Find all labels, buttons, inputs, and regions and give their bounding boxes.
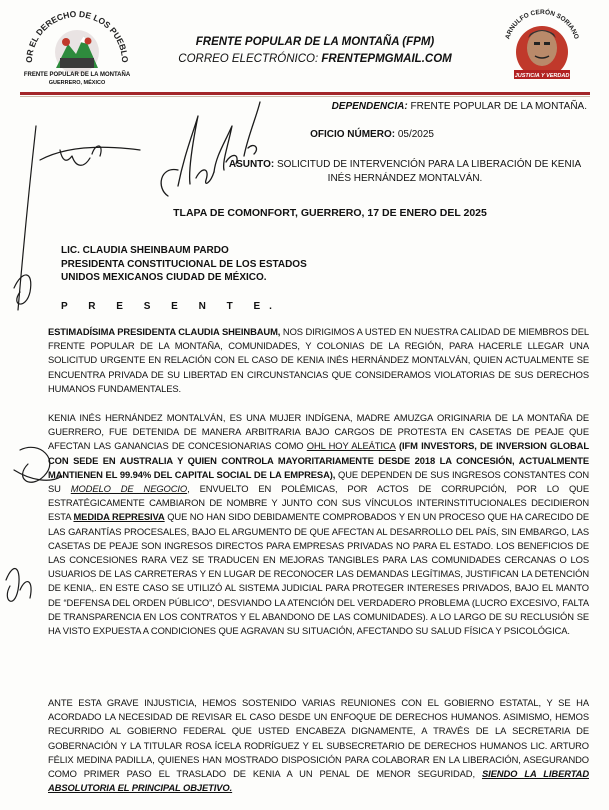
header-rule <box>20 92 590 95</box>
header-rule-thin <box>20 96 590 97</box>
dependencia-line <box>332 101 587 112</box>
addressee-block <box>61 244 361 285</box>
p2-text-a: KENIA INÉS HERNÁNDEZ MONTALVÁN, ES UNA MUJER INDÍGENA, MADRE AMUZGA ORIGINARIA DE LA MONTAÑA DE GUERRERO, FUE DETENIDA DE MANERA ARBITRARIA BAJO CARGOS DE PROTESTA EN CASETAS DE PEAJE QUE AFECTAN LAS GANANCIAS DE CONCESIONARIAS COMO <box>48 412 589 452</box>
asunto-value: SOLICITUD DE INTERVENCIÓN PARA LA LIBERACIÓN DE KENIA INÉS HERNÁNDEZ MONTALVÁN. <box>277 159 582 184</box>
p2-medida-represiva: MEDIDA REPRESIVA <box>73 511 165 523</box>
org-email <box>150 53 480 65</box>
p2-text-e: QUE NO HAN SIDO DEBIDAMENTE COMPROBADOS Y EN UN PROCESO QUE HA CARECIDO DE LAS GARANTÍAS PROCESALES, BAJO EL ARGUMENTO DE QUE AFECTAN AL DESARROLLO DEL PAÍS, SIN EMBARGO, LAS CASETAS DE PEAJE SON INGRESOS DIRECTOS PARA EMPRESAS PRIVADAS NO PARA EL ESTADO. LOS BENEFICIOS DE LAS CONCESIONES RARA VEZ SE TRADUCEN EN MEJORAS TANGIBLES PARA LAS COMUNIDADES CERCANAS O LOS USUARIOS DE LAS CARRETERAS Y EN LUGAR DE RECONOCER LAS DEMANDAS LEGÍTIMAS, JUSTIFICAN LA DETENCIÓN DE KENIA,. EN ESTE CASO SE UTILIZÓ AL SISTEMA JUDICIAL PARA PROTEGER INTERESES PRIVADOS, BAJO EL MANTO DE “DEFENSA DEL ORDEN PÚBLICO”, DESVIANDO LA ATENCIÓN DEL VERDADERO PROBLEMA (LUCRO EXCESIVO, FALTA DE TRANSPARENCIA EN LOS CONTRATOS Y EL ABANDONO DE LAS COMUNIDADES). A LO LARGO DE SU RECLUSIÓN SE HA VISTO EXPUESTA A CONDICIONES QUE AGRAVAN SU SITUACIÓN, AFECTANDO SU SALUD FÍSICA Y PSICOLÓGICA. <box>48 511 589 637</box>
dependencia-value: FRENTE POPULAR DE LA MONTAÑA. <box>410 101 587 112</box>
p2-ohl-link: OHL HOY ALEÁTICA <box>306 440 396 452</box>
p1-text: NOS DIRIGIMOS A USTED EN NUESTRA CALIDAD DE MIEMBROS DEL FRENTE POPULAR DE LA MONTAÑA, COMUNIDADES, Y COLONIAS DE LA REGIÓN, PARA HACERLE LLEGAR UNA SOLICITUD URGENTE EN RELACIÓN CON EL CASO DE KENIA INÉS HERNÁNDEZ MONTALVÁN, QUIEN ACTUALMENTE SE ENCUENTRA PRIVADA DE SU LIBERTAD EN CIRCUNSTANCIAS QUE CONSIDERAMOS VIOLATORIAS DE SUS DERECHOS HUMANOS FUNDAMENTALES. <box>48 326 589 394</box>
p2-ifm-note: (IFM INVESTORS, DE INVERSION GLOBAL CON SEDE EN AUSTRALIA Y QUIEN CONTROLA MAYORITARIAMENTE DESDE 2018 LA CONCESIÓN, ACTUALMENTE MANTIENEN EL 99.94% DEL CAPITAL SOCIAL DE LA EMPRESA), <box>48 440 589 480</box>
handwritten-signature <box>148 96 268 206</box>
asunto-label: ASUNTO: <box>228 159 275 170</box>
dependencia-label: DEPENDENCIA: <box>331 101 408 112</box>
acs-logo <box>500 6 584 90</box>
p2-text-d: , ENVUELTO EN POLÉMICAS, POR ACTOS DE CORRUPCIÓN, POR LO QUE ESTRATÉGICAMENTE CAMBIARON DE NOMBRE Y JUNTO CON SUS VÍNCULOS INTERINSTITUCIONALES DECIDIERON ESTA <box>48 483 589 523</box>
org-title: FRENTE POPULAR DE LA MONTAÑA (FPM) <box>195 36 435 48</box>
email-value: FRENTEPMGMAIL.COM <box>321 53 452 65</box>
asunto-line <box>225 158 585 186</box>
p2-modelo-negocio: MODELO DE NEGOCIO <box>70 483 188 495</box>
fpm-logo <box>18 6 136 90</box>
oficio-label: OFICIO NÚMERO: <box>310 129 396 140</box>
paragraph-3 <box>48 696 589 795</box>
oficio-value: 05/2025 <box>397 129 434 140</box>
p1-salutation: ESTIMADÍSIMA PRESIDENTA CLAUDIA SHEINBAUM, <box>48 326 281 337</box>
margin-scribble-top <box>0 120 150 320</box>
portrait-arc-text: ARNULFO CERÓN SORIANO <box>504 8 580 41</box>
p2-text-c: QUE DEPENDEN DE SUS INGRESOS CONSTANTES CON SU <box>48 468 589 495</box>
addressee-line2: PRESIDENTA CONSTITUCIONAL DE LOS ESTADOS <box>61 258 307 270</box>
p3-objetivo: SIENDO LA LIBERTAD ABSOLUTORIA EL PRINCIPAL OBJETIVO. <box>48 768 589 794</box>
logo-arc-text: OR EL DERECHO DE LOS PUEBLO <box>23 8 131 63</box>
paragraph-1 <box>48 325 589 396</box>
oficio-line <box>310 129 434 140</box>
addressee-line3: UNIDOS MEXICANOS CIUDAD DE MÉXICO. <box>61 272 267 283</box>
portrait-banner: JUSTICIA Y VERDAD <box>514 73 570 79</box>
email-label: CORREO ELECTRÓNICO: <box>178 53 319 65</box>
presente-heading: P R E S E N T E. <box>61 301 281 312</box>
place-date: TLAPA DE COMONFORT, GUERRERO, 17 DE ENERO DEL 2025 <box>173 207 487 219</box>
logo-line2: GUERRERO, MÉXICO <box>48 80 106 86</box>
addressee-line1: LIC. CLAUDIA SHEINBAUM PARDO <box>61 245 229 256</box>
paragraph-2 <box>48 411 589 638</box>
p3-text-a: ANTE ESTA GRAVE INJUSTICIA, HEMOS SOSTENIDO VARIAS REUNIONES CON EL GOBIERNO ESTATAL, Y SE HA ACORDADO LA NECESIDAD DE REVISAR EL CASO DESDE UN ENFOQUE DE DERECHOS HUMANOS. ASIMISMO, HEMOS RECURRIDO AL GOBIERNO FEDERAL QUE USTED ENCABEZA DIGNAMENTE, A TRAVÉS DE LA SECRETARIA DE GOBERNACIÓN Y LA TITULAR ROSA ÍCELA RODRÍGUEZ Y EL SUBSECRETARIO DE DERECHOS HUMANOS LIC. ARTURO FÉLIX MEDINA PADILLA, QUIENES HAN MOSTRADO DISPOSICIÓN PARA COLABORAR EN LA LIBERACIÓN, ASEGURANDO COMO PRIMER PASO EL TRASLADO DE KENIA A UN PENAL DE MENOR SEGURIDAD, <box>48 697 589 780</box>
logo-line1: FRENTE POPULAR DE LA MONTAÑA <box>23 72 131 78</box>
